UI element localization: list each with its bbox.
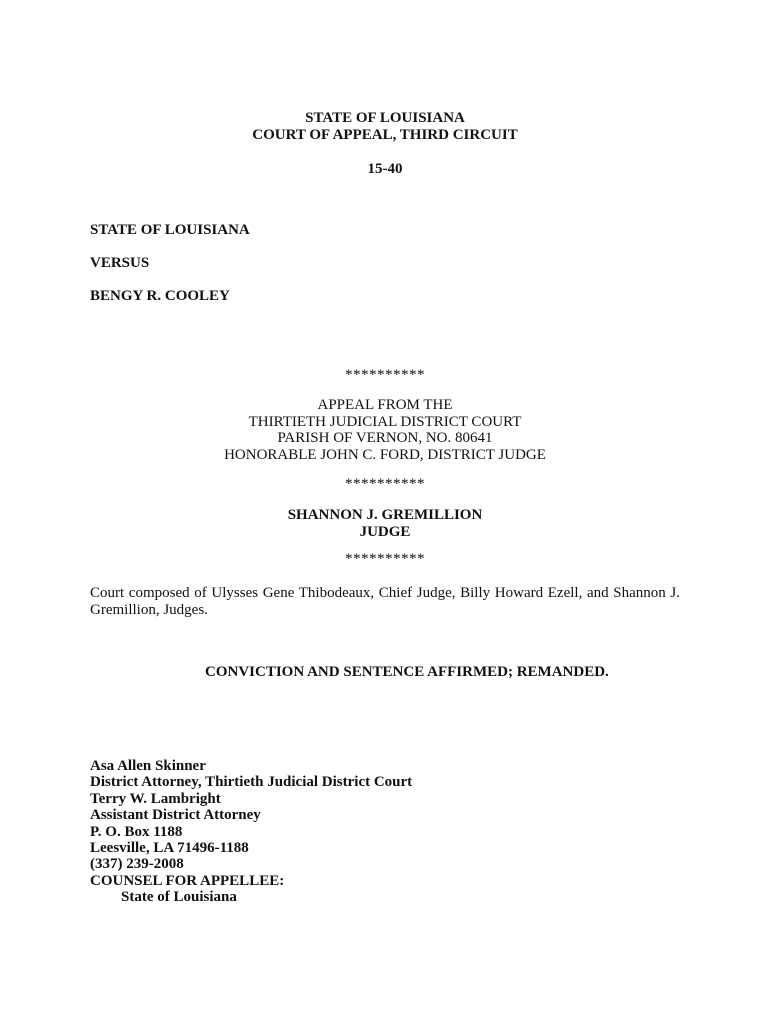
appeal-line: THIRTIETH JUDICIAL DISTRICT COURT (248, 413, 522, 430)
court-composition: Court composed of Ulysses Gene Thibodeaux, Chief Judge, Billy Howard Ezell, and Shannon J. Gremillion, Judges. (90, 585, 680, 618)
party-defendant: BENGY R. COOLEY (90, 288, 230, 304)
separator-stars: ********** (345, 367, 425, 383)
counsel-line: P. O. Box 1188 (90, 823, 183, 840)
docket-number: 15-40 (367, 161, 403, 177)
court-header (0, 110, 770, 144)
separator-stars: ********** (345, 476, 425, 492)
counsel-block (90, 758, 412, 906)
counsel-line: Assistant District Attorney (90, 807, 261, 824)
separator-stars: ********** (345, 551, 425, 567)
authoring-judge (0, 507, 770, 541)
counsel-line: Terry W. Lambright (90, 790, 221, 807)
party-plaintiff: STATE OF LOUISIANA (90, 222, 250, 238)
appeal-from-block (0, 397, 770, 463)
header-court: COURT OF APPEAL, THIRD CIRCUIT (252, 127, 518, 143)
counsel-line: Leesville, LA 71496-1188 (90, 840, 249, 857)
counsel-line: Asa Allen Skinner (90, 758, 206, 774)
appeal-line: HONORABLE JOHN C. FORD, DISTRICT JUDGE (224, 446, 546, 463)
appeal-line: APPEAL FROM THE (317, 397, 453, 413)
judge-name: SHANNON J. GREMILLION (287, 507, 483, 523)
counsel-client: State of Louisiana (121, 889, 237, 906)
counsel-line: COUNSEL FOR APPELLEE: (90, 872, 285, 889)
disposition: CONVICTION AND SENTENCE AFFIRMED; REMANDED. (205, 664, 609, 680)
counsel-line: (337) 239-2008 (90, 856, 184, 873)
header-state: STATE OF LOUISIANA (305, 110, 465, 126)
counsel-line: District Attorney, Thirtieth Judicial District Court (90, 774, 413, 791)
appeal-line: PARISH OF VERNON, NO. 80641 (277, 430, 493, 446)
party-versus: VERSUS (90, 255, 150, 271)
judge-title: JUDGE (359, 524, 411, 540)
